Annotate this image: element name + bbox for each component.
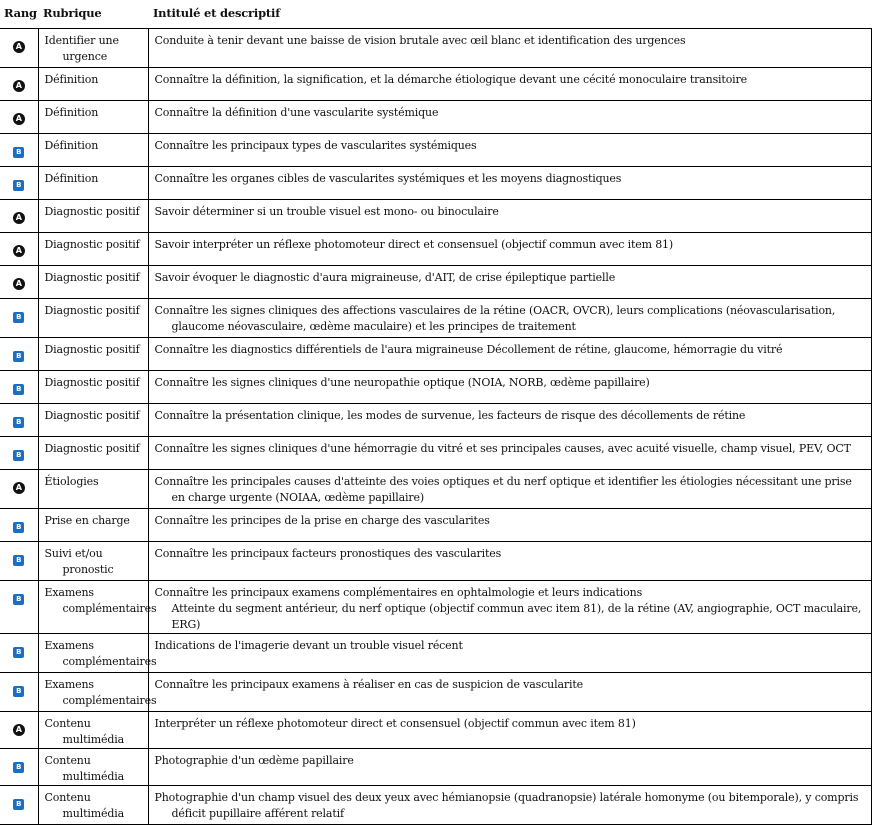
rubrique-cell (38, 371, 148, 404)
rubrique-cell (38, 68, 148, 101)
rubrique-label: Définition (44, 73, 99, 86)
rang-a-badge: A (13, 113, 25, 125)
rubrique-cell (38, 134, 148, 167)
rang-b-badge: B (13, 450, 24, 461)
rang-b-badge: B (13, 180, 24, 191)
table-row (0, 371, 871, 404)
rubrique-label: Diagnostic positif (44, 238, 140, 251)
table-row (0, 29, 871, 68)
rubrique-label: Diagnostic positif (44, 271, 140, 284)
descriptif-text: Connaître les signes cliniques d'une neuropathie optique (NOIA, NORB, œdème papillaire) (154, 376, 650, 389)
rubrique-label: Diagnostic positif (44, 304, 140, 317)
descriptif-cell (148, 542, 871, 581)
rang-b-badge: B (13, 351, 24, 362)
rang-cell (0, 338, 38, 371)
table-row (0, 101, 871, 134)
table-row (0, 167, 871, 200)
rang-cell (0, 200, 38, 233)
table-row (0, 581, 871, 634)
table-header-row (0, 0, 871, 29)
descriptif-cell (148, 68, 871, 101)
descriptif-cell (148, 437, 871, 470)
descriptif-cell (148, 338, 871, 371)
table-row (0, 542, 871, 581)
descriptif-cell (148, 749, 871, 786)
rang-b-badge: B (13, 799, 24, 810)
rubrique-cell (38, 29, 148, 68)
descriptif-subtext: Atteinte du segment antérieur, du nerf optique (objectif commun avec item 81), de la rétine (AV, angiographie, OCT maculaire, ERG) (171, 602, 862, 631)
rubrique-label: Étiologies (44, 475, 99, 488)
rubrique-cell (38, 233, 148, 266)
descriptif-text: Savoir évoquer le diagnostic d'aura migraineuse, d'AIT, de crise épileptique partielle (154, 271, 616, 284)
rang-b-badge: B (13, 417, 24, 428)
table-row (0, 233, 871, 266)
descriptif-cell (148, 266, 871, 299)
rubrique-label: Diagnostic positif (44, 442, 140, 455)
descriptif-cell (148, 786, 871, 825)
rang-a-badge: A (13, 41, 25, 53)
rang-cell (0, 266, 38, 299)
descriptif-cell (148, 299, 871, 338)
table-row (0, 673, 871, 712)
table-body (0, 29, 871, 825)
descriptif-cell (148, 167, 871, 200)
descriptif-text: Connaître les principaux facteurs pronostiques des vascularites (154, 547, 502, 560)
table-row (0, 404, 871, 437)
rubrique-label: Suivi et/ou pronostic (44, 547, 114, 576)
rang-a-badge: A (13, 482, 25, 494)
rang-b-badge: B (13, 312, 24, 323)
descriptif-cell (148, 200, 871, 233)
table-row (0, 200, 871, 233)
table-row (0, 134, 871, 167)
rubrique-cell (38, 470, 148, 509)
rubrique-cell (38, 200, 148, 233)
rang-b-badge: B (13, 762, 24, 773)
rang-cell (0, 371, 38, 404)
rang-b-badge: B (13, 555, 24, 566)
descriptif-text: Connaître les principaux types de vascularites systémiques (154, 139, 477, 152)
rang-b-badge: B (13, 384, 24, 395)
descriptif-text: Indications de l'imagerie devant un trouble visuel récent (154, 639, 463, 652)
table-row (0, 266, 871, 299)
rubrique-cell (38, 338, 148, 371)
descriptif-cell (148, 581, 871, 634)
header-intitule: Intitulé et descriptif (148, 0, 871, 29)
rubrique-label: Diagnostic positif (44, 205, 140, 218)
descriptif-text: Connaître la définition, la signification, et la démarche étiologique devant une cécité monoculaire transitoire (154, 73, 748, 86)
rubrique-label: Définition (44, 106, 99, 119)
rubrique-label: Examens complémentaires (44, 586, 157, 615)
rang-cell (0, 29, 38, 68)
rubrique-cell (38, 266, 148, 299)
descriptif-text: Connaître les principaux examens complémentaires en ophtalmologie et leurs indications (154, 586, 643, 599)
rubrique-label: Contenu multimédia (44, 754, 125, 783)
table-row (0, 437, 871, 470)
descriptif-text: Connaître les signes cliniques des affections vasculaires de la rétine (OACR, OVCR), leurs complications (néovascularisation, glaucome néovasculaire, œdème maculaire) et les principes de traitement (154, 304, 836, 333)
rubrique-label: Diagnostic positif (44, 376, 140, 389)
descriptif-cell (148, 673, 871, 712)
rang-b-badge: B (13, 594, 24, 605)
descriptif-text: Connaître les principes de la prise en charge des vascularites (154, 514, 490, 527)
rang-cell (0, 749, 38, 786)
descriptif-cell (148, 470, 871, 509)
descriptif-text: Connaître les principaux examens à réaliser en cas de suspicion de vascularite (154, 678, 583, 691)
rubrique-label: Diagnostic positif (44, 409, 140, 422)
rang-cell (0, 542, 38, 581)
rubrique-cell (38, 509, 148, 542)
descriptif-text: Connaître les principales causes d'atteinte des voies optiques et du nerf optique et identifier les étiologies nécessitant une prise en charge urgente (NOIAA, œdème papillaire) (154, 475, 852, 504)
table-row (0, 338, 871, 371)
rubrique-label: Contenu multimédia (44, 791, 125, 820)
rubrique-label: Diagnostic positif (44, 343, 140, 356)
rubrique-label: Prise en charge (44, 514, 130, 527)
table-row (0, 749, 871, 786)
rang-a-badge: A (13, 245, 25, 257)
table-row (0, 509, 871, 542)
rubrique-cell (38, 634, 157, 673)
descriptif-cell (148, 134, 871, 167)
rubrique-cell (38, 786, 148, 825)
rang-cell (0, 404, 38, 437)
descriptif-cell (148, 233, 871, 266)
header-rang: Rang (0, 0, 38, 29)
rubrique-cell (38, 542, 148, 581)
rang-cell (0, 437, 38, 470)
rang-cell (0, 101, 38, 134)
descriptif-cell (148, 634, 871, 673)
rubrique-label: Définition (44, 172, 99, 185)
descriptif-text: Connaître les diagnostics différentiels de l'aura migraineuse Décollement de rétine, glaucome, hémorragie du vitré (154, 343, 783, 356)
rang-b-badge: B (13, 686, 24, 697)
rang-cell (0, 134, 38, 167)
rubrique-cell (38, 101, 148, 134)
rubrique-cell (38, 167, 148, 200)
rubrique-label: Définition (44, 139, 99, 152)
table-row (0, 634, 871, 673)
descriptif-text: Connaître les signes cliniques d'une hémorragie du vitré et ses principales causes, avec acuité visuelle, champ visuel, PEV, OCT (154, 442, 851, 455)
rang-cell (0, 68, 38, 101)
descriptif-cell (148, 371, 871, 404)
table-row (0, 786, 871, 825)
rang-cell (0, 167, 38, 200)
rang-b-badge: B (13, 147, 24, 158)
descriptif-text: Photographie d'un œdème papillaire (154, 754, 354, 767)
table-row (0, 68, 871, 101)
descriptif-cell (148, 404, 871, 437)
rang-a-badge: A (13, 278, 25, 290)
rang-cell (0, 233, 38, 266)
descriptif-cell (148, 509, 871, 542)
table-row (0, 712, 871, 749)
rang-cell (0, 634, 38, 673)
descriptif-text: Connaître la définition d'une vascularite systémique (154, 106, 439, 119)
rang-cell (0, 470, 38, 509)
descriptif-text: Savoir déterminer si un trouble visuel est mono- ou binoculaire (154, 205, 499, 218)
rang-cell (0, 299, 38, 338)
rang-a-badge: A (13, 212, 25, 224)
rubrique-label: Examens complémentaires (44, 678, 157, 707)
descriptif-text: Savoir interpréter un réflexe photomoteur direct et consensuel (objectif commun avec item 81) (154, 238, 674, 251)
rang-b-badge: B (13, 647, 24, 658)
descriptif-text: Photographie d'un champ visuel des deux yeux avec hémianopsie (quadranopsie) latérale homonyme (ou bitemporale), y compris déficit pupillaire afférent relatif (154, 791, 859, 820)
rang-cell (0, 673, 38, 712)
rang-cell (0, 581, 38, 634)
rang-a-badge: A (13, 80, 25, 92)
rubrique-cell (38, 404, 148, 437)
rang-cell (0, 509, 38, 542)
rubrique-cell (38, 749, 148, 786)
rubrique-label: Contenu multimédia (44, 717, 125, 746)
rang-cell (0, 786, 38, 825)
rang-cell (0, 712, 38, 749)
descriptif-text: Interpréter un réflexe photomoteur direct et consensuel (objectif commun avec item 81) (154, 717, 636, 730)
table-row (0, 299, 871, 338)
rubrique-cell (38, 673, 157, 712)
rubrique-cell (38, 581, 157, 634)
descriptif-cell (148, 101, 871, 134)
table-row (0, 470, 871, 509)
descriptif-cell (148, 29, 871, 68)
rubrique-cell (38, 437, 148, 470)
rubrique-label: Identifier une urgence (44, 34, 119, 63)
rang-a-badge: A (13, 724, 25, 736)
descriptif-text: Connaître la présentation clinique, les modes de survenue, les facteurs de risque des décollements de rétine (154, 409, 746, 422)
rubrique-cell (38, 299, 148, 338)
rubrique-cell (38, 712, 148, 749)
descriptif-text: Connaître les organes cibles de vascularites systémiques et les moyens diagnostiques (154, 172, 622, 185)
rang-b-badge: B (13, 522, 24, 533)
descriptif-text: Conduite à tenir devant une baisse de vision brutale avec œil blanc et identification des urgences (154, 34, 686, 47)
descriptif-cell (148, 712, 871, 749)
rubrique-label: Examens complémentaires (44, 639, 157, 668)
header-rubrique: Rubrique (38, 0, 148, 29)
